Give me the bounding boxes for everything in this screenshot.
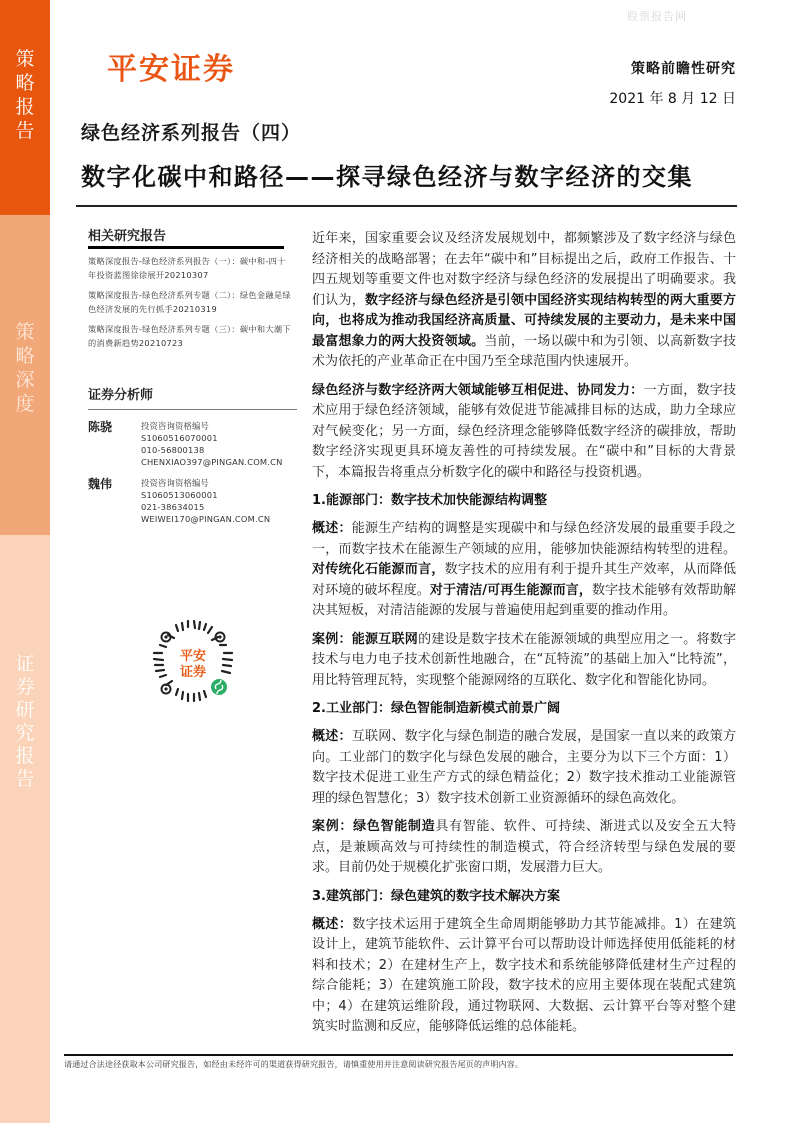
sidebar-char: 报 — [15, 96, 35, 118]
text: 具有智能、软件、可持续、渐进式以及安全五大特点，是兼顾高效与可持续性的制造模式，符合经济转型与绿色发展的要求。目前仍处于规模化扩张窗口期，发展潜力巨大。 — [312, 819, 736, 875]
series-title: 绿色经济系列报告（四） — [81, 122, 302, 144]
key-point: 绿色智能制造 — [353, 819, 436, 834]
footer-disclaimer: 请通过合法途径获取本公司研究报告，如经由未经许可的渠道获得研究报告，请慎重使用并注意阅读研究报告尾页的声明内容。 — [64, 1060, 524, 1069]
sidebar-char: 告 — [15, 768, 35, 790]
report-type: 策略前瞻性研究 — [631, 61, 736, 77]
text: 互联网、数字化与绿色制造的融合发展，是国家一直以来的政策方向。工业部门的数字化与绿色发展的融合，主要分为以下三个方面：1）数字技术促进工业生产方式的绿色精益化；2）数字技术推动工业能源管理的绿色智慧化；3）数字技术创新工业资源循环的绿色高效化。 — [312, 729, 736, 806]
related-reports-list — [88, 255, 292, 350]
sidebar-band-depth — [0, 215, 50, 535]
related-reports-heading: 相关研究报告 — [88, 229, 284, 249]
sidebar-char: 深 — [15, 369, 35, 391]
svg-text:证券: 证券 — [179, 665, 207, 680]
related-report-item[interactable]: 策略深度报告-绿色经济系列专题（二）：绿色金融是绿色经济发展的先行抓手20210319 — [88, 290, 291, 314]
analyst-card — [88, 420, 292, 468]
section-heading-industry: 2.工业部门：绿色智能制造新模式前景广阔 — [312, 701, 560, 716]
analyst-phone: 010-56800138 — [141, 445, 205, 455]
sidebar-char: 策 — [15, 48, 35, 70]
report-date: 2021 年 8 月 12 日 — [609, 91, 736, 107]
key-point: 能源互联网 — [351, 631, 419, 647]
sidebar-char: 证 — [15, 653, 35, 675]
related-report-item[interactable]: 策略深度报告-绿色经济系列报告（一）：碳中和-四十年投资蓝图徐徐展开20210307 — [88, 256, 286, 280]
label: 案例： — [312, 631, 352, 647]
key-point: 绿色经济与数字经济两大领域能够互相促进、协同发力： — [312, 382, 644, 398]
sidebar-char: 研 — [15, 699, 35, 721]
qr-code-icon — [146, 615, 240, 709]
analyst-cert-label: 投资咨询资格编号 — [141, 421, 209, 431]
key-point: 数字经济与绿色经济是引领中国经济实现结构转型的两大重要方向，也将成为推动我国经济高质量、可持续发展的主要动力，是未来中国最富想象力的两大投资领域。 — [312, 292, 736, 349]
analyst-info — [141, 420, 283, 468]
analyst-phone: 021-38634015 — [141, 502, 205, 512]
label: 概述： — [312, 521, 352, 536]
sidebar — [0, 0, 50, 1123]
svg-text:平安: 平安 — [179, 649, 207, 664]
section-overview — [312, 727, 736, 809]
label: 概述： — [312, 916, 353, 932]
footer-divider — [64, 1054, 733, 1056]
sidebar-char: 报 — [15, 745, 35, 767]
sidebar-band-report — [0, 0, 50, 215]
text: 数字技术的应用有利于提升其生产效率，从而降低对环境的破坏程度。 — [312, 562, 736, 598]
text: 一方面，数字技术应用于绿色经济领域，能够有效促进节能减排目标的达成，助力全球应对气候变化；另一方面，绿色经济理念能够降低数字经济的碳排放，帮助数字经济实现更具环境友善性的可持续发展。在“碳中和”目标的大背景下，本篇报告将重点分析数字化的碳中和路径与投资机遇。 — [312, 382, 736, 480]
analyst-email[interactable]: CHENXIAO397@PINGAN.COM.CN — [141, 457, 283, 467]
sidebar-char: 究 — [15, 722, 35, 744]
company-logo: 平安证券 — [107, 52, 235, 87]
section-overview — [312, 915, 736, 1038]
left-column — [88, 229, 292, 525]
sidebar-char: 度 — [15, 393, 35, 415]
label: 案例： — [312, 819, 354, 834]
sidebar-band-research — [0, 535, 50, 1123]
analyst-cert-label: 投资咨询资格编号 — [141, 478, 209, 488]
section-case — [312, 630, 736, 692]
synergy-paragraph — [312, 381, 736, 484]
text: 数字技术能够有效帮助解决其短板，对清洁能源的发展与普遍使用起到重要的推动作用。 — [312, 582, 736, 618]
sidebar-char: 券 — [15, 676, 35, 698]
sidebar-char: 策 — [15, 321, 35, 343]
sidebar-char: 略 — [15, 72, 35, 94]
section-heading-construction: 3.建筑部门：绿色建筑的数字技术解决方案 — [312, 888, 560, 904]
analyst-info — [141, 477, 270, 525]
analyst-name: 魏伟 — [88, 477, 113, 491]
text: 当前，一场以碳中和为引领、以高新数字技术为依托的产业革命正在中国乃至全球范围内快速展开。 — [312, 333, 736, 369]
sidebar-char: 告 — [15, 120, 35, 142]
key-point: 对于清洁/可再生能源而言， — [429, 582, 592, 598]
page-title: 数字化碳中和路径——探寻绿色经济与数字经济的交集 — [81, 163, 693, 191]
intro-paragraph — [312, 229, 736, 373]
analyst-email[interactable]: WEIWEI170@PINGAN.COM.CN — [141, 514, 271, 524]
text: 近年来，国家重要会议及经济发展规划中，都频繁涉及了数字经济与绿色经济相关的战略部署；在去年“碳中和”目标提出之后，政府工作报告、十四五规划等重要文件也对数字经济与绿色经济的发展提出了明确要求。我们认为， — [312, 231, 736, 308]
label: 概述： — [312, 729, 352, 744]
analyst-name: 陈骁 — [88, 420, 113, 434]
sidebar-char: 略 — [15, 345, 35, 367]
text: 的建设是数字技术在能源领域的典型应用之一。将数字技术与电力电子技术创新性地融合，在“瓦特流”的基础上加入“比特流”，用比特管理瓦特，实现整个能源网络的互联化、数字化和智能化协同。 — [312, 631, 736, 688]
related-report-item[interactable]: 策略深度报告-绿色经济系列专题（三）：碳中和大潮下的消费新趋势20210723 — [88, 324, 291, 348]
section-heading-energy: 1.能源部门：数字技术加快能源结构调整 — [312, 493, 547, 508]
section-overview — [312, 519, 736, 622]
section-case — [312, 817, 736, 879]
qr-code — [146, 615, 240, 709]
analyst-cert-number: S1060516070001 — [141, 433, 218, 443]
text: 数字技术运用于建筑全生命周期能够助力其节能减排。1）在建筑设计上，建筑节能软件、云计算平台可以帮助设计师选择使用低能耗的材料和技术；2）在建材生产上，数字技术和系统能够降低建材生产过程的综合能耗；3）在建筑施工阶段，数字技术的应用主要体现在装配式建筑中；4）在建筑运维阶段，通过物联网、大数据、云计算平台等对整个建筑实时监测和反应，能够降低运维的总体能耗。 — [312, 916, 736, 1034]
title-divider — [76, 205, 737, 207]
report-body — [312, 229, 736, 1046]
text: 能源生产结构的调整是实现碳中和与绿色经济发展的最重要手段之一，而数字技术在能源生产领域的应用，能够加快能源结构转型的进程。 — [312, 521, 736, 557]
analyst-cert-number: S1060513060001 — [141, 490, 218, 500]
analysts-heading: 证券分析师 — [88, 388, 297, 410]
analyst-card — [88, 477, 292, 525]
watermark: 股票报告网 — [627, 10, 687, 23]
key-point: 对传统化石能源而言， — [312, 562, 445, 577]
